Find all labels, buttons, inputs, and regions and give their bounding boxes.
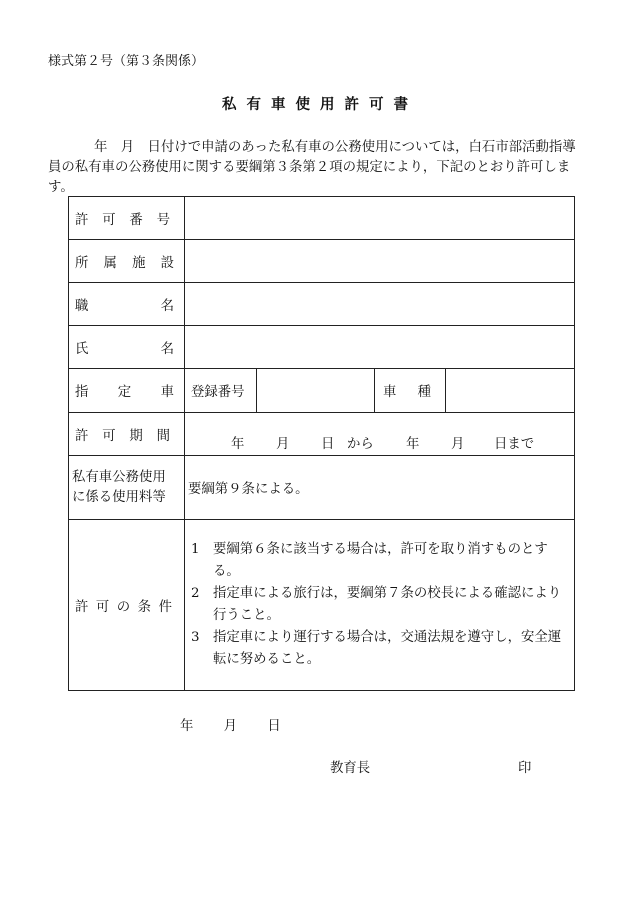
period-part: から	[347, 437, 374, 452]
reg-number-field[interactable]	[257, 369, 375, 412]
row-facility	[69, 240, 575, 283]
label-char: 車	[383, 385, 397, 400]
fee-label-line: 私有車公務使用	[72, 469, 166, 485]
label-char: 許	[75, 212, 89, 228]
fee-value: 要綱第９条による。	[185, 456, 575, 520]
fee-label-line: に係る使用料等	[72, 489, 166, 505]
period-part: 年	[406, 437, 420, 452]
label-char: 許	[75, 428, 89, 444]
row-fee	[69, 456, 575, 520]
document-title: 私有車使用許可書	[222, 96, 418, 113]
label-char: 号	[156, 212, 170, 228]
permit-number-label	[69, 197, 185, 240]
position-field[interactable]	[185, 283, 575, 326]
label-char: 名	[160, 298, 174, 314]
label-char: 施	[132, 255, 146, 271]
vehicle-type-field[interactable]	[446, 369, 574, 412]
label-char: 可	[95, 599, 110, 615]
label-char: 許	[75, 599, 89, 615]
fee-label	[69, 456, 185, 520]
facility-label	[69, 240, 185, 283]
label-char: 番	[129, 212, 143, 228]
period-part: 月	[276, 437, 290, 452]
period-field[interactable]	[185, 413, 575, 456]
name-field[interactable]	[185, 326, 575, 369]
row-conditions	[69, 520, 575, 691]
row-period	[69, 413, 575, 456]
label-char: 職	[75, 298, 89, 314]
label-char: 可	[102, 212, 116, 228]
label-char: 氏	[75, 341, 89, 357]
label-char: 期	[129, 428, 143, 444]
label-char: 件	[158, 599, 172, 615]
facility-field[interactable]	[185, 240, 575, 283]
condition-number: 1	[191, 542, 200, 557]
date-part: 年	[180, 719, 194, 734]
reg-number-label: 登録番号	[185, 369, 257, 412]
condition-text: 指定車による旅行は，要綱第７条の校長による確認により行うこと。	[213, 586, 562, 623]
permit-number-field[interactable]	[185, 197, 575, 240]
label-char: 車	[160, 385, 174, 400]
period-label	[69, 413, 185, 456]
period-part: 日まで	[494, 437, 535, 452]
date-part: 日	[267, 719, 281, 734]
signer-title: 教育長	[330, 761, 371, 776]
label-char: 定	[117, 385, 132, 400]
condition-item	[191, 583, 568, 627]
conditions-list	[185, 539, 574, 671]
label-char: 可	[102, 428, 116, 444]
intro-paragraph: 年 月 日付けで申請のあった私有車の公務使用については，白石市部活動指導員の私有車の公務使用に関する要綱第３条第２項の規定により，下記のとおり許可します。	[48, 140, 576, 195]
label-char: 条	[137, 599, 152, 615]
label-char: 指	[75, 385, 89, 400]
conditions-label	[69, 520, 185, 691]
date-part: 月	[223, 719, 238, 734]
label-char: 種	[417, 385, 431, 400]
row-position	[69, 283, 575, 326]
label-char: 設	[160, 255, 174, 271]
period-part: 年	[231, 437, 245, 452]
issue-date	[180, 715, 307, 734]
name-label	[69, 326, 185, 369]
condition-number: 3	[191, 630, 200, 645]
condition-number: 2	[191, 586, 200, 601]
period-part: 日	[321, 437, 335, 452]
vehicle-label	[69, 369, 185, 413]
condition-text: 要綱第６条に該当する場合は，許可を取り消すものとする。	[213, 542, 548, 579]
condition-text: 指定車により運行する場合は，交通法規を遵守し，安全運転に努めること。	[213, 630, 562, 667]
row-vehicle	[69, 369, 575, 413]
seal-mark: 印	[518, 761, 532, 776]
label-char: 属	[103, 255, 117, 271]
label-char: の	[116, 599, 131, 615]
row-name	[69, 326, 575, 369]
period-part: 月	[451, 437, 465, 452]
conditions-list-cell	[185, 520, 575, 691]
vehicle-type-label	[375, 369, 446, 412]
permit-table	[68, 196, 575, 691]
vehicle-cell	[185, 369, 575, 413]
label-char: 間	[156, 428, 170, 444]
position-label	[69, 283, 185, 326]
row-permit-number	[69, 197, 575, 240]
condition-item	[191, 627, 568, 671]
condition-item	[191, 539, 568, 583]
form-number: 様式第２号（第３条関係）	[48, 54, 205, 69]
label-char: 名	[160, 341, 174, 357]
label-char: 所	[75, 255, 89, 271]
